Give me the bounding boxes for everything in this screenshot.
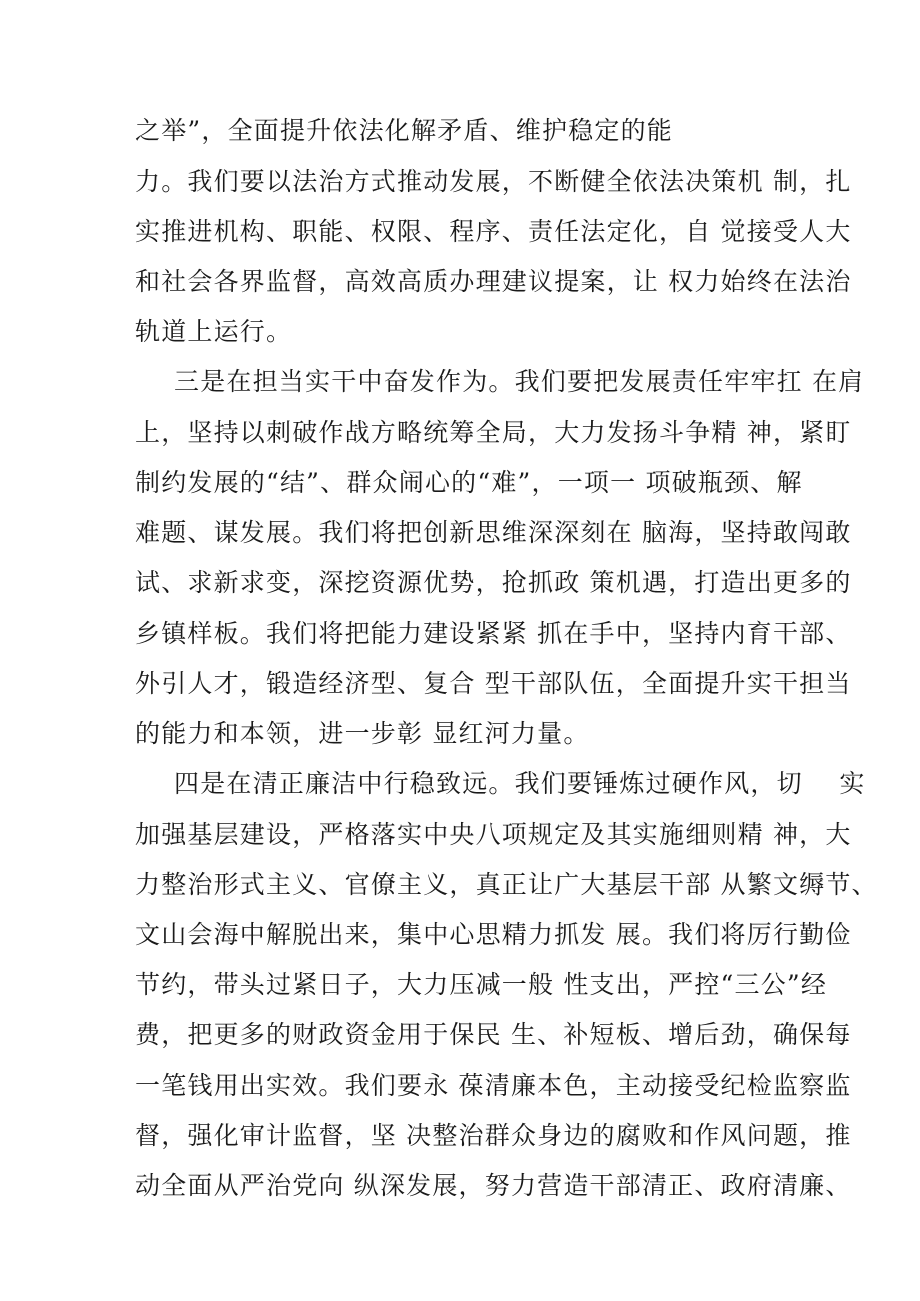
text-line: 加强基层建设，严格落实中央八项规定及其实施细则精 神，大: [135, 820, 852, 849]
text-line: 四是在清正廉洁中行稳致远。我们要锤炼过硬作风，切 实: [174, 769, 866, 798]
text-line: 难题、谋发展。我们将把创新思维深深刻在 脑海，坚持敢闯敢: [135, 518, 852, 547]
text-line: 三是在担当实干中奋发作为。我们要把发展责任牢牢扛 在肩: [174, 367, 865, 396]
text-line: 试、求新求变，深挖资源优势，抢抓政 策机遇，打造出更多的: [135, 568, 852, 597]
text-line: 上，坚持以刺破作战方略统筹全局，大力发扬斗争精 神，紧盯: [135, 418, 852, 447]
text-line: 实推进机构、职能、权限、程序、责任法定化，自 觉接受人大: [135, 217, 852, 246]
text-line: 之举”，全面提升依法化解矛盾、维护稳定的能: [135, 116, 673, 145]
text-line: 文山会海中解脱出来，集中心思精力抓发 展。我们将厉行勤俭: [135, 920, 852, 949]
text-line: 力。我们要以法治方式推动发展，不断健全依法决策机 制，扎: [135, 167, 852, 196]
text-line: 轨道上运行。: [135, 317, 293, 346]
text-line: 一笔钱用出实效。我们要永 葆清廉本色，主动接受纪检监察监: [135, 1071, 852, 1100]
text-line: 的能力和本领，进一步彰 显红河力量。: [135, 719, 590, 748]
text-line: 动全面从严治党向 纵深发展，努力营造干部清正、政府清廉、: [135, 1171, 852, 1200]
text-line: 制约发展的“结”、群众闹心的“难”，一项一 项破瓶颈、解: [135, 468, 803, 497]
text-line: 督，强化审计监督，坚 决整治群众身边的腐败和作风问题，推: [135, 1121, 852, 1150]
text-line: 费，把更多的财政资金用于保民 生、补短板、增后劲，确保每: [135, 1020, 852, 1049]
text-line: 乡镇样板。我们将把能力建设紧紧 抓在手中，坚持内育干部、: [135, 619, 852, 648]
text-line: 外引人才，锻造经济型、复合 型干部队伍，全面提升实干担当: [135, 669, 852, 698]
text-line: 和社会各界监督，高效高质办理建议提案，让 权力始终在法治: [135, 267, 852, 296]
text-line: 节约，带头过紧日子，大力压减一般 性支出，严控“三公”经: [135, 970, 828, 999]
text-line: 力整治形式主义、官僚主义，真正让广大基层干部 从繁文缛节、: [135, 870, 878, 899]
